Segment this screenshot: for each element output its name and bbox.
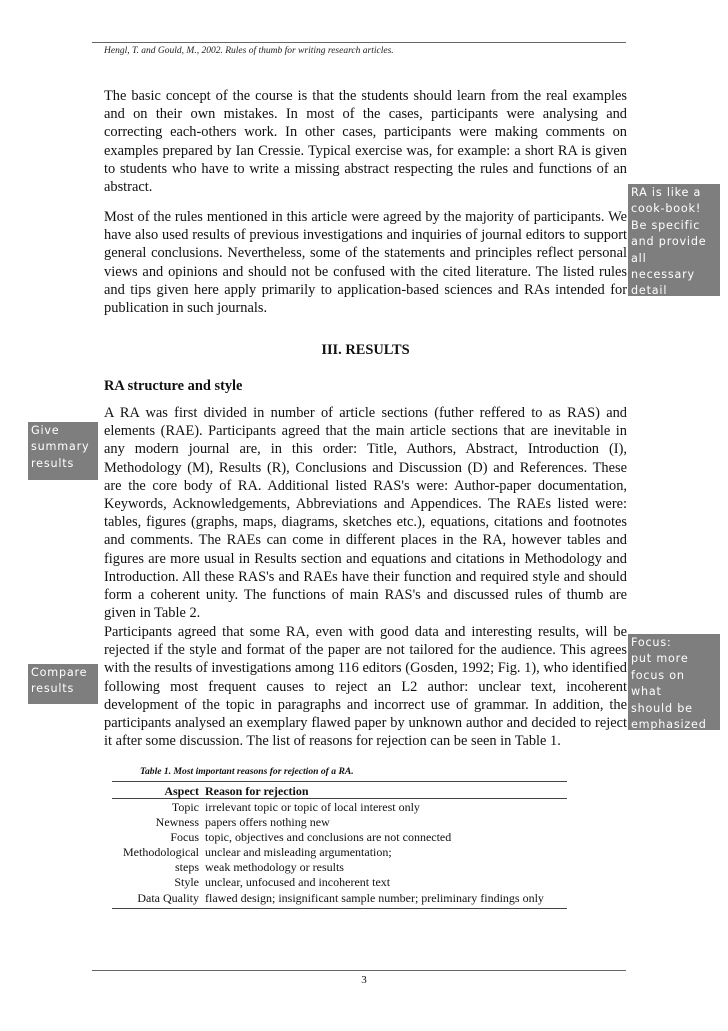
margin-note-line: and provide — [631, 235, 707, 249]
margin-note-line: Give — [31, 424, 60, 437]
table-cell-aspect: Topic — [171, 800, 199, 814]
footer-rule — [92, 970, 626, 971]
table-cell-aspect: Methodological — [123, 845, 199, 860]
rejection-reasons-table — [112, 781, 567, 909]
margin-note-cookbook — [628, 184, 720, 296]
table-row — [112, 799, 567, 816]
table-row — [112, 860, 567, 875]
margin-note-line: cook-book! — [631, 202, 702, 216]
table-row — [112, 815, 567, 830]
margin-note-line: necessary — [631, 268, 695, 282]
table-header-row — [112, 782, 567, 799]
table-cell-aspect: Focus — [170, 830, 199, 845]
table-cell-reason: papers offers nothing new — [205, 815, 330, 830]
table-cell-aspect: Style — [174, 875, 199, 890]
table-cell-reason: unclear and misleading argumentation; — [205, 845, 392, 860]
paragraph-course-concept: The basic concept of the course is that the students should learn from the real examples and on their own mistakes. In most of the cases, participants were analysing and correcting each-others work. In other cases, participants were making comments on examples prepared by Ian Cressie. Typical exercise was, for example: a short RA is given to students who have to write a missing abstract respecting the rules and functions of an abstract. — [104, 88, 627, 196]
margin-note-line: what — [631, 685, 662, 699]
table-cell-reason: weak methodology or results — [205, 860, 344, 875]
table-row — [112, 875, 567, 890]
margin-note-line: results — [31, 456, 75, 470]
margin-note-summary — [28, 422, 98, 480]
column-header-aspect: Aspect — [164, 784, 199, 798]
margin-note-line: detail — [631, 284, 668, 298]
header-rule — [92, 42, 626, 43]
margin-note-line: put more — [631, 652, 689, 666]
section-title: III. RESULTS — [321, 342, 410, 358]
table-caption: Table 1. Most important reasons for rejection of a RA. — [140, 766, 354, 777]
subheading: RA structure and style — [104, 378, 243, 394]
margin-note-line: Be specific — [631, 218, 701, 232]
table-cell-reason: irrelevant topic or topic of local interest only — [205, 800, 420, 814]
table-cell-aspect: steps — [175, 860, 199, 875]
table-cell-reason: flawed design; insignificant sample number; preliminary findings only — [205, 890, 544, 905]
margin-note-line: Compare — [31, 666, 88, 679]
margin-note-line: emphasized — [631, 718, 707, 732]
margin-note-line: Focus: — [631, 636, 672, 649]
margin-note-line: focus on — [631, 668, 685, 682]
table-row — [112, 845, 567, 860]
column-header-reason: Reason for rejection — [205, 784, 309, 798]
paragraph-rules-agreement: Most of the rules mentioned in this article were agreed by the majority of participants. We have also used results of previous investigations and inquiries of journal editors to support general conclusions. Nevertheless, some of the statements and principles reflect personal views and opinions and should not be confused with the cited literature. The listed rules and tips given here apply primarily to application-based sciences and RAs intended for publication in such journals. — [104, 209, 627, 317]
margin-note-focus — [628, 634, 720, 730]
page-number: 3 — [361, 974, 367, 986]
margin-note-line: summary — [31, 440, 90, 454]
margin-note-line: all — [631, 251, 647, 265]
table-row — [112, 830, 567, 845]
table-cell-reason: unclear, unfocused and incoherent text — [205, 875, 391, 890]
margin-note-line: should be — [631, 701, 693, 715]
margin-note-line: RA is like a — [631, 186, 702, 199]
table-row — [112, 891, 567, 909]
table-cell-aspect: Newness — [155, 815, 199, 830]
table-cell-reason: topic, objectives and conclusions are not connected — [205, 830, 452, 845]
paragraph-ra-structure: A RA was first divided in number of article sections (futher reffered to as RAS) and elements (RAE). Participants agreed that the main article sections that are inevitable in any modern journal are, in this order: Title, Authors, Abstract, Introduction (I), Methodology (M), Results (R), Conclusions and Discussion (D) and References. These are the core body of RA. Additional listed RAS's were: Author-paper documentation, Keywords, Acknowledgements, Abbreviations and Appendices. The RAEs listed were: tables, figures (graphs, maps, diagrams, sketches etc.), equations, citations and footnotes and comments. The RAEs can come in different places in the RA, however tables and figures are more usual in Results section and equations and citations in Methodology and Introduction. All these RAS's and RAEs have their function and required style and should form a coherent unity. The functions of main RAS's and discussed rules of thumb are given in Table 2. — [104, 405, 627, 622]
running-header: Hengl, T. and Gould, M., 2002. Rules of thumb for writing research articles. — [104, 46, 394, 56]
margin-note-line: results — [31, 682, 75, 696]
table-cell-aspect: Data Quality — [137, 890, 199, 905]
paragraph-rejection: Participants agreed that some RA, even with good data and interesting results, will be rejected if the style and format of the paper are not tailored for the audience. This agrees with the results of investigations among 116 editors (Gosden, 1992; Fig. 1), who identified following most frequent causes to reject an L2 author: unclear text, incoherent development of the topic in paragraphs and incorrect use of grammar. In addition, the participants analysed an exemplary flawed paper by unknown author and decided to reject it after some discussion. The list of reasons for rejection can be seen in Table 1. — [104, 624, 627, 750]
margin-note-compare — [28, 664, 98, 704]
